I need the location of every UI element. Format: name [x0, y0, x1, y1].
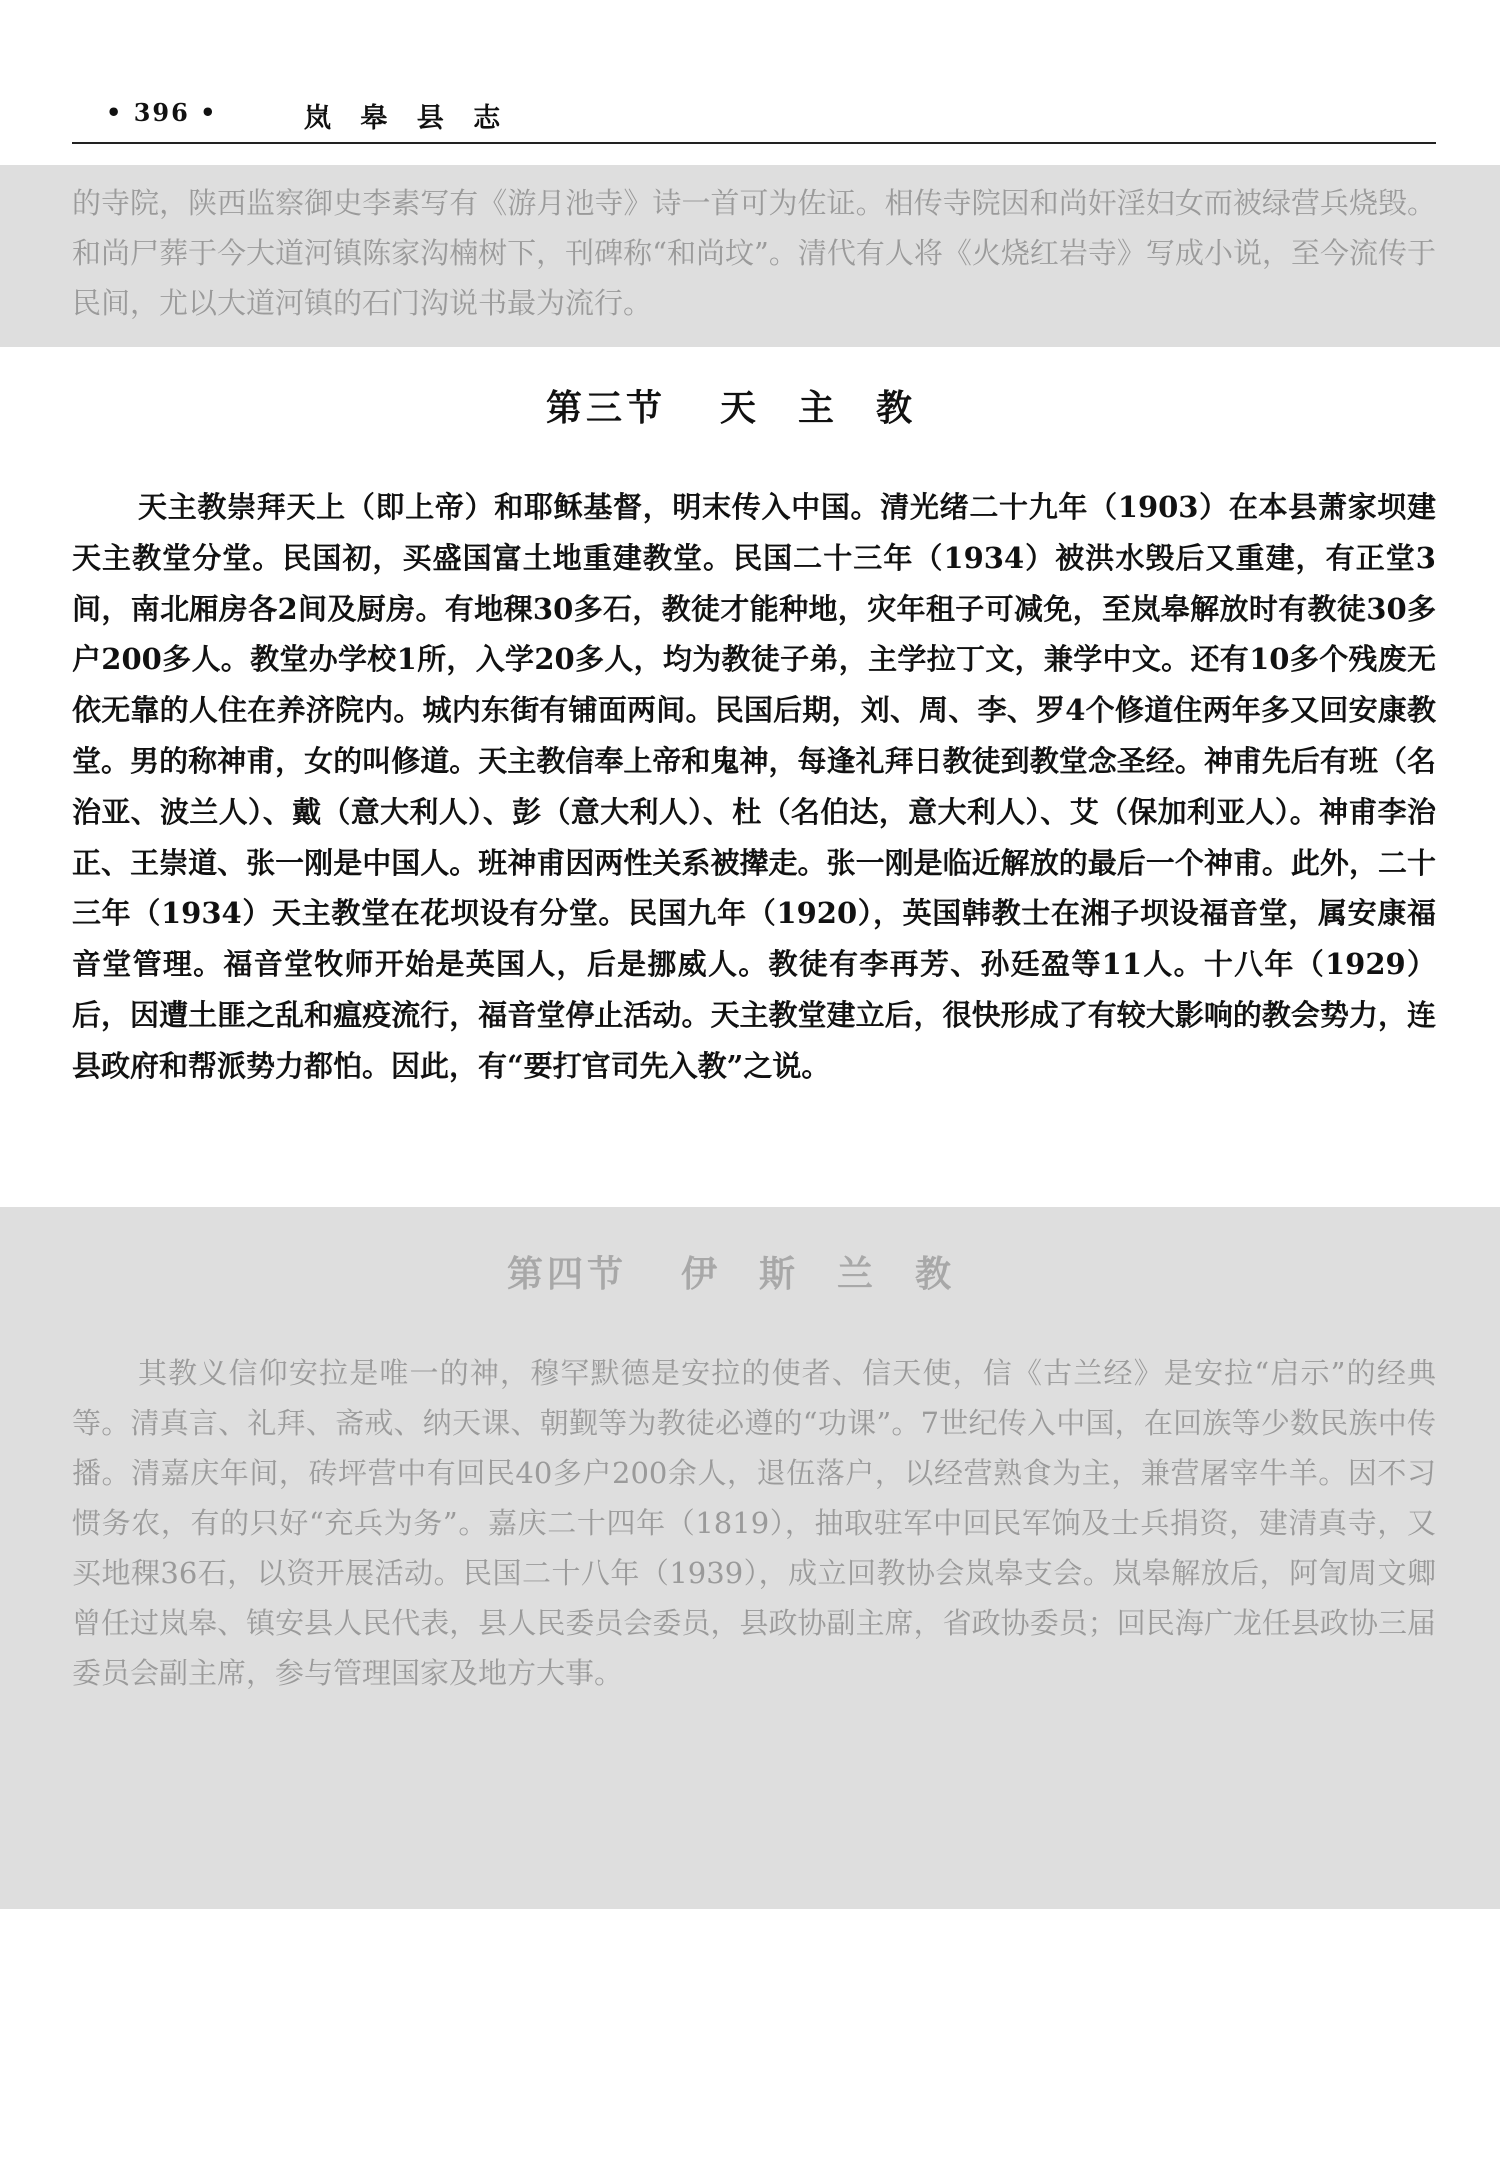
section-4-name: 伊斯兰教 — [681, 1253, 994, 1295]
page-number: • 396 • — [106, 98, 218, 127]
book-title: 岚 皋 县 志 — [304, 103, 511, 134]
page-header — [72, 96, 1436, 142]
section-4-number: 第四节 — [506, 1253, 627, 1295]
header-rule — [72, 142, 1436, 144]
section-3-body: 天主教崇拜天上（即上帝）和耶稣基督，明末传入中国。清光绪二十九年（1903）在本县萧家坝建天主教堂分堂。民国初，买盛国富土地重建教堂。民国二十三年（1934）被洪水毁后又重建，有正堂3间，南北厢房各2间及厨房。有地稞30多石，教徒才能种地，灾年租子可减免，至岚皋解放时有教徒30多户200多人。教堂办学校1所，入学20多人，均为教徒子弟，主学拉丁文，兼学中文。还有10多个残废无依无靠的人住在养济院内。城内东街有铺面两间。民国后期，刘、周、李、罗4个修道住两年多又回安康教堂。男的称神甫，女的叫修道。天主教信奉上帝和鬼神，每逢礼拜日教徒到教堂念圣经。神甫先后有班（名治亚、波兰人）、戴（意大利人）、彭（意大利人）、杜（名伯达，意大利人）、艾（保加利亚人）。神甫李治正、王崇道、张一刚是中国人。班神甫因两性关系被撵走。张一刚是临近解放的最后一个神甫。此外，二十三年（1934）天主教堂在花坝设有分堂。民国九年（1920），英国韩教士在湘子坝设福音堂，属安康福音堂管理。福音堂牧师开始是英国人，后是挪威人。教徒有李再芳、孙廷盈等11人。十八年（1929）后，因遭土匪之乱和瘟疫流行，福音堂停止活动。天主教堂建立后，很快形成了有较大影响的教会势力，连县政府和帮派势力都怕。因此，有“要打官司先入教”之说。 — [72, 490, 1436, 1083]
section-3-name: 天主教 — [720, 387, 955, 429]
section-3-title — [0, 380, 1500, 431]
section-4-body: 其教义信仰安拉是唯一的神，穆罕默德是安拉的使者、信天使，信《古兰经》是安拉“启示”的经典等。清真言、礼拜、斋戒、纳天课、朝觐等为教徒必遵的“功课”。7世纪传入中国，在回族等少数民族中传播。清嘉庆年间，砖坪营中有回民40多户200余人，退伍落户，以经营熟食为主，兼营屠宰牛羊。因不习惯务农，有的只好“充兵为务”。嘉庆二十四年（1819），抽取驻军中回民军饷及士兵捐资，建清真寺，又买地稞36石，以资开展活动。民国二十八年（1939），成立回教协会岚皋支会。岚皋解放后，阿訇周文卿曾任过岚皋、镇安县人民代表，县人民委员会委员，县政协副主席，省政协委员；回民海广龙任县政协三届委员会副主席，参与管理国家及地方大事。 — [72, 1356, 1436, 1690]
carryover-paragraph: 的寺院，陕西监察御史李素写有《游月池寺》诗一首可为佐证。相传寺院因和尚奸淫妇女而被绿营兵烧毁。和尚尸葬于今大道河镇陈家沟楠树下，刊碑称“和尚坟”。清代有人将《火烧红岩寺》写成小说，至今流传于民间，尤以大道河镇的石门沟说书最为流行。 — [72, 186, 1436, 320]
section-3-number: 第三节 — [545, 387, 666, 429]
section-4-title — [0, 1246, 1500, 1297]
